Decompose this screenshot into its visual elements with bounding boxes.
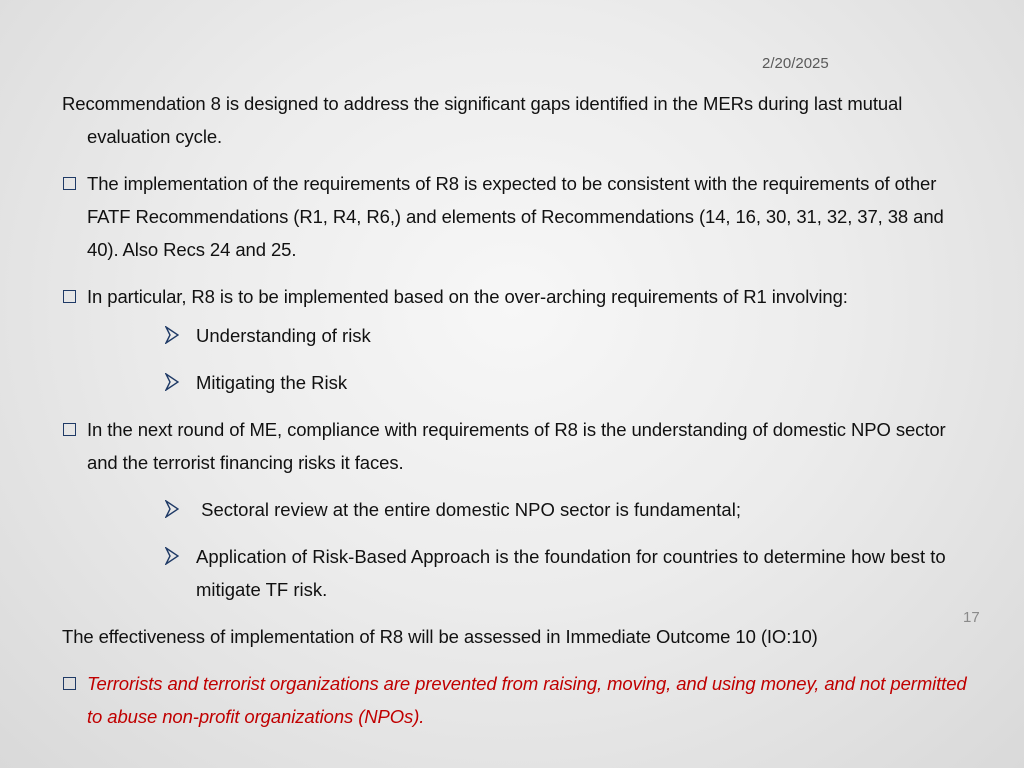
sub-bullet-understanding-risk — [165, 319, 955, 352]
square-bullet-icon — [63, 423, 76, 436]
sub-bullet-risk-based-approach — [165, 540, 955, 606]
square-bullet-icon — [63, 290, 76, 303]
bullet-implementation — [62, 167, 967, 266]
bullet-over-arching — [62, 280, 992, 313]
sub-bullet-mitigating-risk — [165, 366, 955, 399]
sub-bullet-text: Understanding of risk — [196, 325, 371, 346]
square-bullet-icon — [63, 677, 76, 690]
slide-date: 2/20/2025 — [762, 55, 829, 72]
arrow-bullet-icon — [165, 373, 179, 391]
arrow-bullet-icon — [165, 326, 179, 344]
sub-bullet-text: Mitigating the Risk — [196, 372, 348, 393]
page-number: 17 — [963, 609, 980, 626]
arrow-bullet-icon — [165, 500, 179, 518]
outcome-paragraph: The effectiveness of implementation of R8 will be assessed in Immediate Outcome 10 (IO:10) — [62, 626, 818, 647]
bullet-next-round-text: In the next round of ME, compliance with requirements of R8 is the understanding of domestic NPO sector and the terrorist financing risks it faces. — [87, 419, 946, 473]
bullet-implementation-text: The implementation of the requirements of R8 is expected to be consistent with the requirements of other FATF Recommendations (R1, R4, R6,) and elements of Recommendations (14, 16, 30, 31, 32, 37, 38 and 40). Also Recs 24 and 25. — [87, 173, 944, 260]
arrow-bullet-icon — [165, 547, 179, 565]
square-bullet-icon — [63, 177, 76, 190]
bullet-next-round — [62, 413, 967, 479]
bullet-over-arching-text: In particular, R8 is to be implemented based on the over-arching requirements of R1 involving: — [87, 286, 848, 307]
intro-paragraph: Recommendation 8 is designed to address the significant gaps identified in the MERs during last mutual evaluation cycle. — [62, 93, 903, 147]
sub-bullet-sectoral-review — [165, 493, 955, 526]
sub-bullet-text: Sectoral review at the entire domestic NPO sector is fundamental; — [196, 499, 741, 520]
sub-bullet-text: Application of Risk-Based Approach is the foundation for countries to determine how best to mitigate TF risk. — [196, 546, 946, 600]
bullet-terrorist-organizations-text: Terrorists and terrorist organizations are prevented from raising, moving, and using money, and not permitted to abuse non-profit organizations (NPOs). — [87, 673, 967, 727]
bullet-terrorist-organizations — [62, 667, 967, 733]
